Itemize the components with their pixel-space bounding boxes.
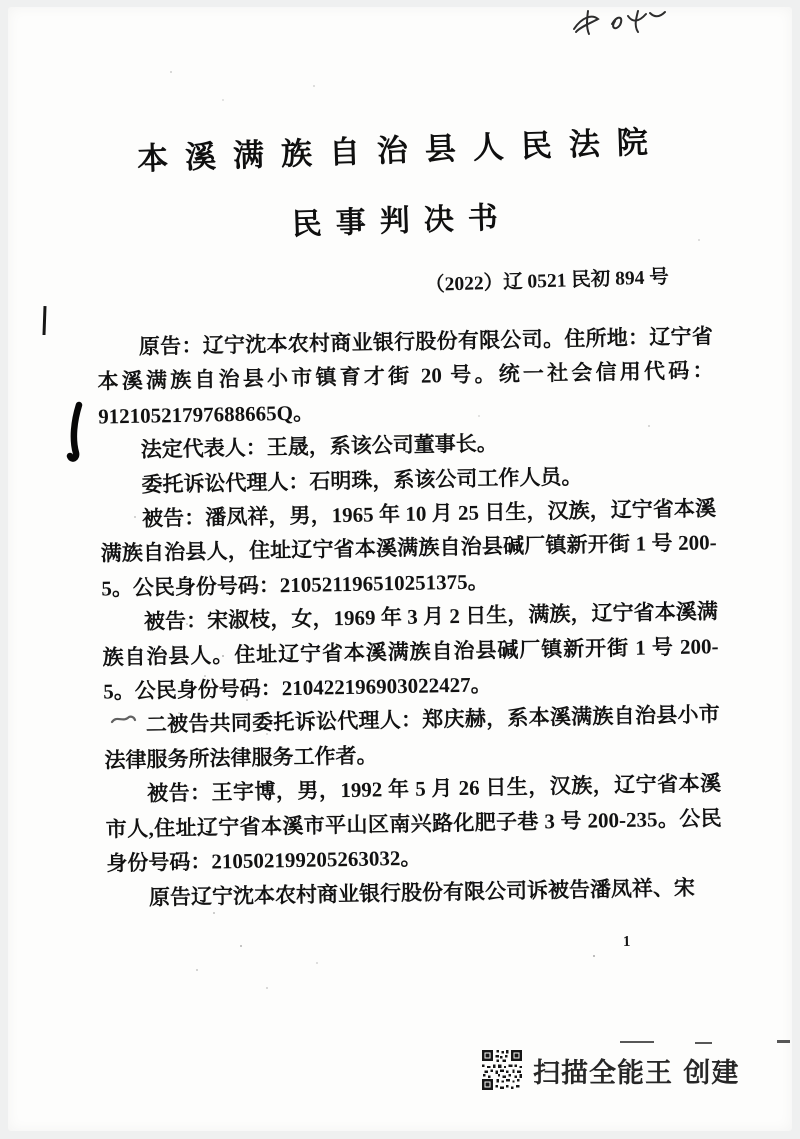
bleed-through-mark xyxy=(695,1042,712,1044)
paragraph-case-intro: 原告辽宁沈本农村商业银行股份有限公司诉被告潘凤祥、宋 xyxy=(148,875,696,910)
scanner-watermark-label: 扫描全能王 创建 xyxy=(533,1057,740,1089)
paragraph-defendant-1: 被告：潘凤祥，男，1965 年 10 月 25 日生，汉族，辽宁省本溪满族自治县人，住址辽宁省本溪满族自治县碱厂镇新开街 1 号 200-5。公民身份号码：210521196510251375。 xyxy=(100,496,717,601)
bleed-through-mark xyxy=(620,1041,654,1043)
paragraph-legal-representative: 法定代表人：王晟，系该公司董事长。 xyxy=(140,431,498,462)
paragraph-plaintiff: 原告：辽宁沈本农村商业银行股份有限公司。住所地：辽宁省本溪满族自治县小市镇育才街 20 号。统一社会信用代码：91210521797688665Q。 xyxy=(97,324,714,429)
paragraph-plaintiff-agent: 委托诉讼代理人：石明珠，系该公司工作人员。 xyxy=(141,464,583,497)
paragraph-defendants-agent: 二被告共同委托诉讼代理人：郑庆赫，系本溪满族自治县小市法律服务所法律服务工作者。 xyxy=(104,702,720,773)
title-block xyxy=(8,112,789,311)
qr-code-icon xyxy=(482,1049,522,1091)
document-type-title: 民事判决书 xyxy=(291,201,513,242)
bleed-through-mark xyxy=(777,1040,790,1043)
paragraph-defendant-2: 被告：宋淑枝，女，1969 年 3 月 2 日生，满族，辽宁省本溪满族自治县人。住址辽宁省本溪满族自治县碱厂镇新开街 1 号 200-5。公民身份号码：210422196903022427。 xyxy=(102,599,719,704)
page-number: 1 xyxy=(622,933,631,950)
scan-noise-speckles xyxy=(8,7,10,9)
scan-artifact-tilde xyxy=(110,712,138,728)
case-number: （2022）辽 0521 民初 894 号 xyxy=(424,266,670,297)
scanner-watermark xyxy=(482,1049,739,1091)
paragraph-defendant-3: 被告：王宇博，男，1992 年 5 月 26 日生，汉族，辽宁省本溪市人,住址辽宁省本溪市平山区南兴路化肥子巷 3 号 200-235。公民身份号码：210502199205263032。 xyxy=(105,771,722,876)
scanned-document-page xyxy=(8,7,792,1131)
judgment-body xyxy=(97,319,724,915)
document-content xyxy=(8,7,792,1131)
scan-artifact-ink-blob xyxy=(62,401,90,469)
court-name-title: 本溪满族自治县人民法院 xyxy=(136,124,666,177)
